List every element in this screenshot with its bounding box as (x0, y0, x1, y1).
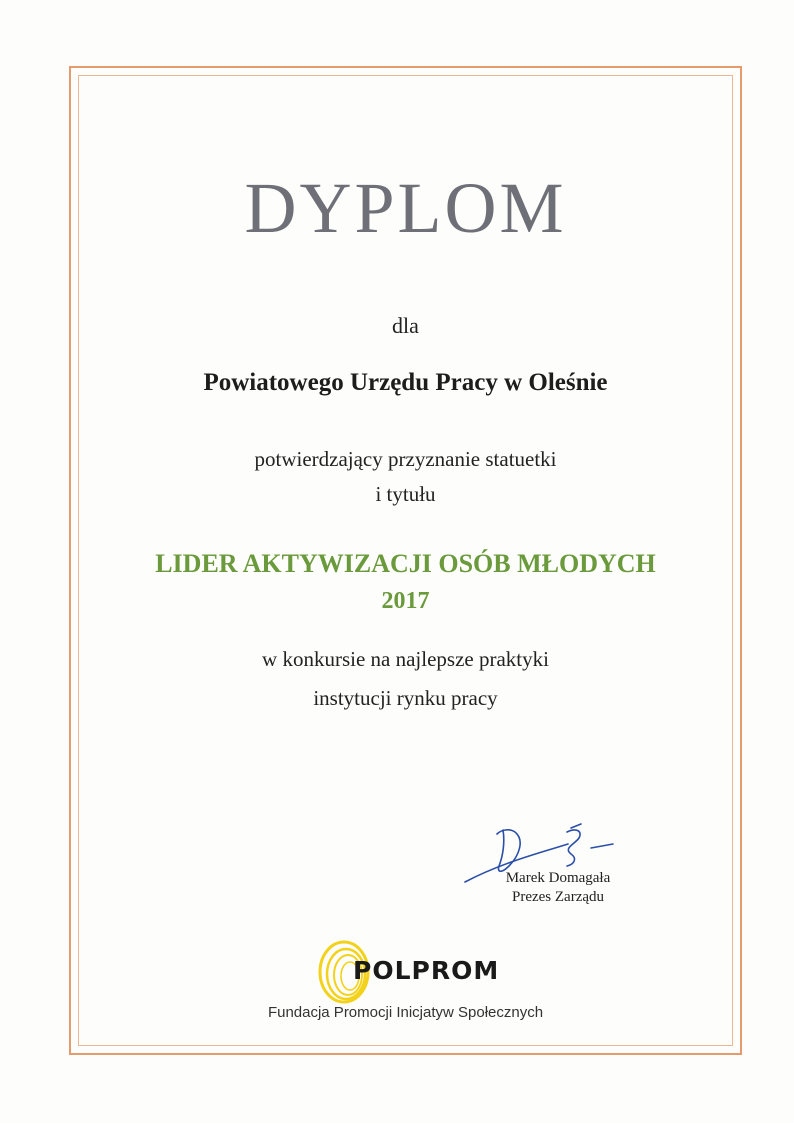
context-line-1: w konkursie na najlepsze praktyki (262, 647, 549, 671)
award-title: LIDER AKTYWIZACJI OSÓB MŁODYCH (155, 549, 656, 578)
signatory-role: Prezes Zarządu (511, 889, 605, 905)
for-label: dla (392, 313, 419, 338)
confirmation-line-2: i tytułu (375, 482, 436, 506)
confirmation-line-1: potwierdzający przyznanie statuetki (254, 447, 557, 471)
award-year: 2017 (381, 588, 430, 614)
polprom-logo-text: POLPROM (353, 956, 500, 985)
foundation-name: Fundacja Promocji Inicjatyw Społecznych (267, 1004, 544, 1021)
diploma-title: DYPLOM (244, 168, 567, 248)
context-line-2: instytucji rynku pracy (313, 686, 498, 710)
recipient-name: Powiatowego Urzędu Pracy w Oleśnie (203, 369, 608, 396)
signatory-name: Marek Domagała (505, 870, 611, 886)
